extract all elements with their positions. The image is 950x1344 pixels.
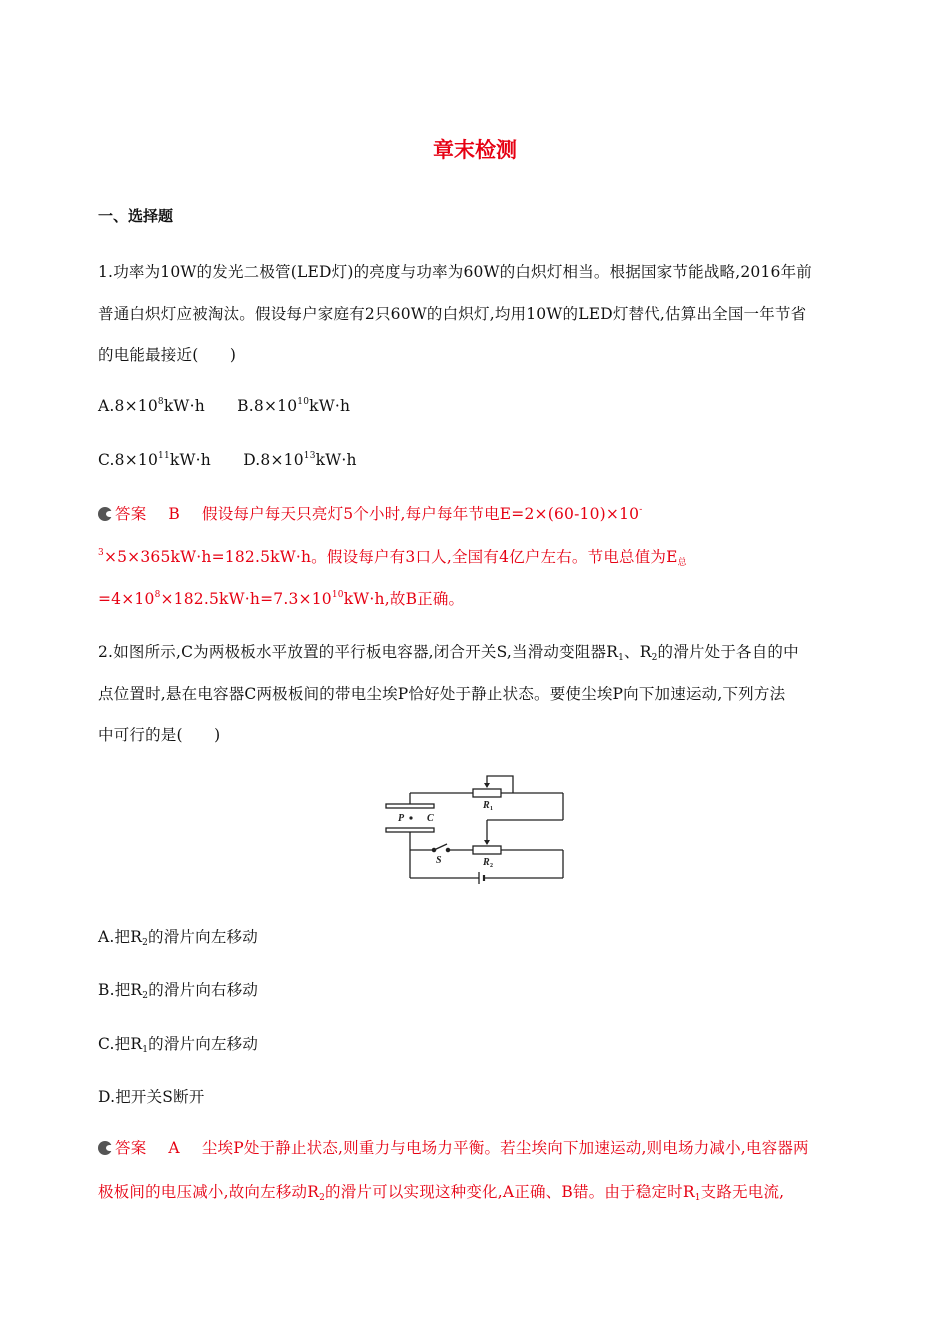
page-title: 章末检测: [433, 138, 517, 162]
label-c: C: [427, 813, 434, 824]
q2-stem-line1: 2.如图所示,C为两极板水平放置的平行板电容器,闭合开关S,当滑动变阻器$R_1$、$R_2$的滑片处于各自的中: [98, 643, 799, 663]
q1-option-d: $D.8\times 10^{13}kW\cdot h$: [243, 451, 357, 469]
q2-stem-line3: 中可行的是( ): [98, 726, 221, 744]
resistor-r1: [473, 789, 501, 797]
resistor-r2: [473, 846, 501, 854]
q2-stem-line2: 点位置时,悬在电容器C两极板间的带电尘埃P恰好处于静止状态。要使尘埃P向下加速运动,下列方法: [98, 685, 786, 703]
section-heading: 一、选择题: [98, 207, 174, 225]
answer-icon: [98, 507, 112, 521]
q1-option-c: $C.8\times 10^{11}kW\cdot h$: [98, 451, 211, 469]
q1-stem-line1: 1.功率为10W的发光二极管(LED灯)的亮度与功率为60W的白炽灯相当。根据国家节能战略,2016年前: [98, 263, 813, 281]
q1-answer-line3: $=4\times 10^8\times 182.5kW\cdot h=7.3\times 10^{10}kW\cdot h$,故B正确。: [98, 590, 465, 608]
q2-option-c: C.把$R_1$的滑片向左移动: [98, 1035, 259, 1055]
q2-option-b: B.把$R_2$的滑片向右移动: [98, 981, 259, 1001]
label-r2-sub: 2: [490, 863, 493, 869]
q2-option-d: D.把开关S断开: [98, 1088, 205, 1106]
q1-option-row-1: [98, 397, 350, 415]
q1-option-row-2: [98, 451, 357, 469]
q2-answer-line1: 答案 A 尘埃P处于静止状态,则重力与电场力平衡。若尘埃向下加速运动,则电场力减小,电容器两: [98, 1136, 809, 1158]
capacitor-bottom-plate: [386, 828, 434, 832]
capacitor-top-plate: [386, 804, 434, 808]
circuit-diagram: [380, 768, 570, 888]
label-r2: R: [483, 857, 490, 868]
q2-answer-line2: 极板间的电压减小,故向左移动$R_2$的滑片可以实现这种变化,A正确、B错。由于稳定时$R_1$支路无电流,: [98, 1183, 785, 1203]
answer-label: 答案: [115, 505, 147, 523]
q1-option-a: $A.8\times 10^8kW\cdot h$: [98, 397, 205, 415]
dust-particle-p: [409, 816, 412, 819]
q1-answer-line2: $^3$×5×365kW·h=182.5kW·h。假设每户有3口人,全国有4亿户左右。节电总值为$E_总$: [98, 548, 687, 568]
q1-answer-line1: 答案 B 假设每户每天只亮灯5个小时,每户每年节电E=2×(60-10)×10-: [98, 502, 642, 524]
q1-answer-key: B: [168, 505, 180, 523]
q2-option-a: A.把$R_2$的滑片向左移动: [98, 928, 258, 948]
q1-stem-line3: 的电能最接近( ): [98, 346, 237, 364]
answer-icon: [98, 1141, 112, 1155]
q1-option-b: $B.8\times 10^{10}kW\cdot h$: [237, 397, 351, 415]
label-r1-sub: 1: [490, 806, 493, 812]
answer-label: 答案: [115, 1139, 147, 1157]
q1-stem-line2: 普通白炽灯应被淘汰。假设每户家庭有2只60W的白炽灯,均用10W的LED灯替代,估算出全国一年节省: [98, 305, 807, 323]
q2-answer-key: A: [168, 1139, 180, 1157]
label-p: P: [398, 813, 405, 824]
label-r1: R: [483, 800, 490, 811]
label-s: S: [436, 855, 442, 866]
